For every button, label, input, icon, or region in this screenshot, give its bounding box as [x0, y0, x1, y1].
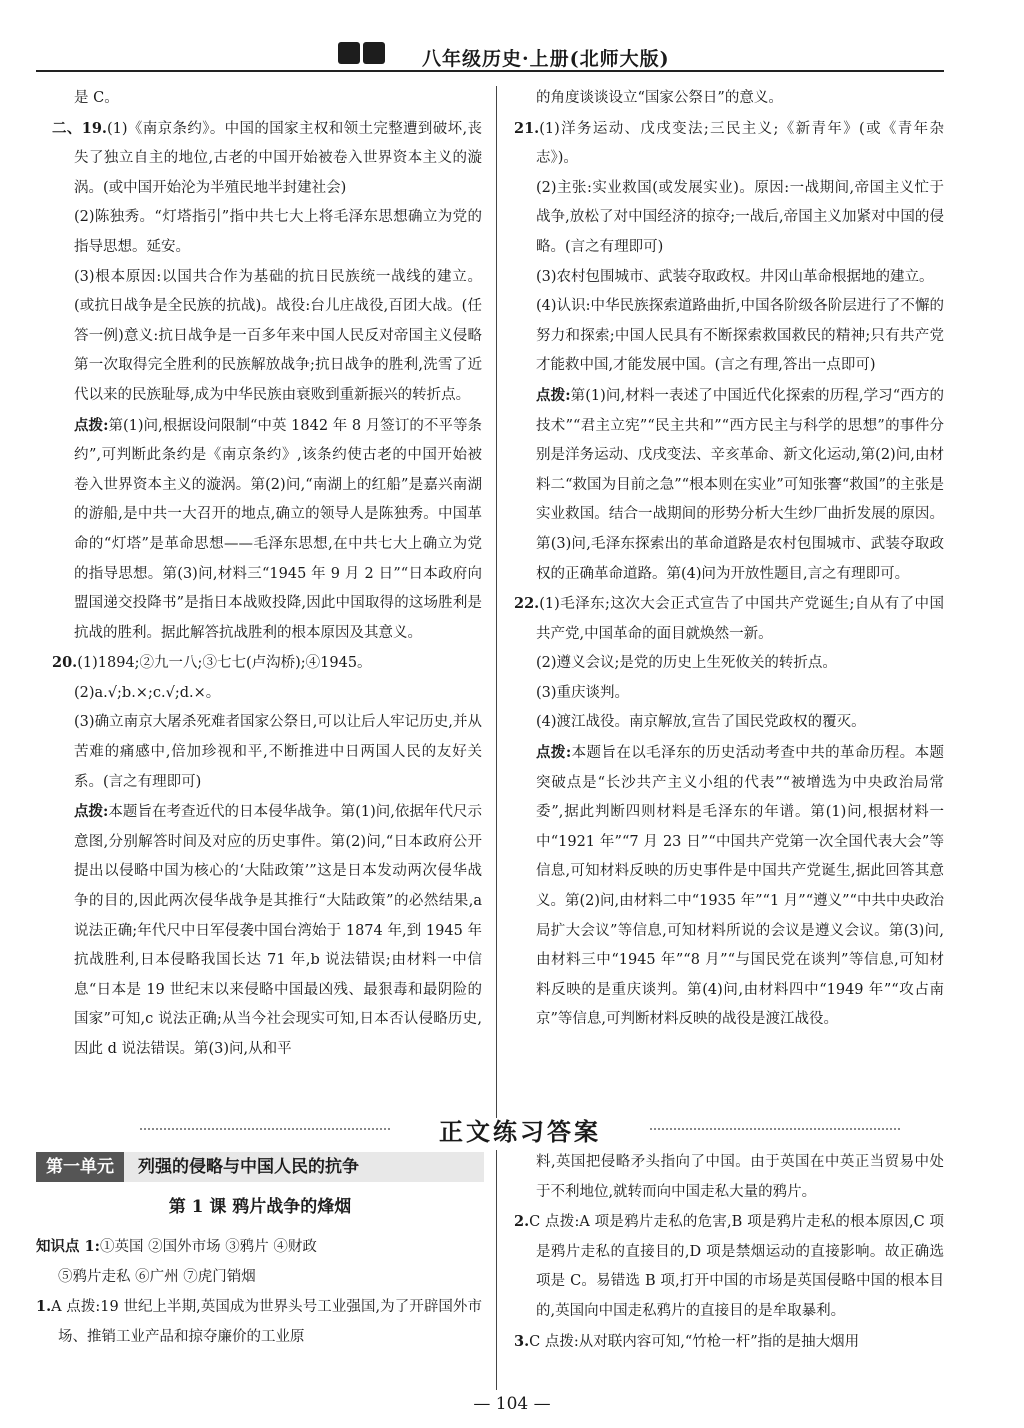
column-divider-bottom: [496, 1150, 497, 1390]
section-title: 正文练习答案: [439, 1117, 601, 1146]
answer-paragraph: [514, 381, 944, 589]
right-column: [514, 84, 944, 1035]
paragraph-text: (1)毛泽东;这次大会正式宣告了中国共产党诞生;自从有了中国共产党,中国革命的面目就焕然一新。: [536, 596, 944, 642]
answer-paragraph: [514, 1327, 944, 1358]
paragraph-text: (4)认识:中华民族探索道路曲折,中国各阶级各阶层进行了不懈的努力和探索;中国人民具有不断探索救国救民的精神;只有共产党才能救中国,才能发展中国。(言之有理,答出一点即可): [536, 298, 944, 374]
bottom-left-column: [36, 1232, 482, 1352]
answer-paragraph: [52, 648, 482, 679]
answer-paragraph: [514, 649, 944, 679]
answer-paragraph: [52, 708, 482, 797]
paragraph-text: 料,英国把侵略矛头指向了中国。由于英国在中英正当贸易中处于不利地位,就转而向中国走私大量的鸦片。: [536, 1154, 944, 1200]
header-title: 八年级历史·上册(北师大版): [422, 48, 670, 70]
question-number: 20.: [52, 654, 78, 672]
answer-paragraph: [52, 263, 482, 411]
question-number: 21.: [514, 119, 540, 137]
question-number: 3.: [514, 1332, 530, 1350]
paragraph-text: (3)根本原因:以国共合作为基础的抗日民族统一战线的建立。(或抗日战争是全民族的抗战)。战役:台儿庄战役,百团大战。(任答一例)意义:抗日战争是一百多年来中国人民反对帝国主义侵略第一次取得完全胜利的民族解放战争;抗日战争的胜利,洗雪了近代以来的民族耻辱,成为中华民族由衰败到重新振兴的转折点。: [74, 268, 482, 403]
answer-paragraph: [36, 1292, 482, 1352]
answer-paragraph: [52, 114, 482, 204]
question-number: 22.: [514, 595, 540, 613]
hint-label: 点拨:: [536, 744, 572, 762]
page-number: — 104 —: [473, 1394, 551, 1414]
section-divider-right: [650, 1128, 900, 1130]
question-number: 二、19.: [52, 119, 107, 137]
paragraph-text: (2)a.√;b.×;c.√;d.×。: [74, 684, 221, 701]
section-divider-left: [140, 1128, 390, 1130]
paragraph-text: (2)遵义会议;是党的历史上生死攸关的转折点。: [536, 655, 837, 672]
answer-paragraph: [514, 1207, 944, 1326]
answer-paragraph: [514, 708, 944, 738]
unit-title: 列强的侵略与中国人民的抗争: [138, 1157, 359, 1177]
answer-paragraph: [36, 1232, 482, 1263]
page-header: [36, 40, 944, 72]
answer-paragraph: [514, 263, 944, 293]
left-column: [52, 84, 482, 1065]
paragraph-text: (3)重庆谈判。: [536, 684, 630, 701]
unit-tag: 第一单元: [36, 1152, 124, 1182]
paragraph-text: ①英国 ②国外市场 ③鸦片 ④财政: [100, 1239, 317, 1255]
answer-paragraph: [514, 174, 944, 263]
lesson-title: 第 1 课 鸦片战争的烽烟: [168, 1197, 352, 1217]
column-divider: [496, 86, 497, 1118]
paragraph-text: (1)《南京条约》。中国的国家主权和领土完整遭到破坏,丧失了独立自主的地位,古老的中国开始被卷入世界资本主义的漩涡。(或中国开始沦为半殖民地半封建社会): [74, 120, 482, 196]
answer-paragraph: [52, 797, 482, 1064]
bottom-right-column: [514, 1148, 944, 1357]
answer-paragraph: [52, 679, 482, 709]
unit-heading: [36, 1152, 484, 1182]
paragraph-text: (3)农村包围城市、武装夺取政权。井冈山革命根据地的建立。: [536, 268, 934, 285]
paragraph-text: 的角度谈谈设立“国家公祭日”的意义。: [536, 90, 783, 106]
answer-paragraph: [514, 114, 944, 174]
paragraph-text: (2)陈独秀。“灯塔指引”指中共七大上将毛泽东思想确立为党的指导思想。延安。: [74, 209, 482, 255]
paragraph-text: (4)渡江战役。南京解放,宣告了国民党政权的覆灭。: [536, 714, 866, 731]
paragraph-text: (2)主张:实业救国(或发展实业)。原因:一战期间,帝国主义忙于战争,放松了对中国经济的掠夺;一战后,帝国主义加紧对中国的侵略。(言之有理即可): [536, 179, 944, 255]
logo-icon: [363, 42, 385, 64]
hint-label: 点拨:: [74, 416, 109, 434]
paragraph-text: (1)洋务运动、戊戌变法;三民主义;《新青年》(或《青年杂志》)。: [536, 120, 944, 167]
paragraph-text: 第(1)问,材料一表述了中国近代化探索的历程,学习“西方的技术”“君主立宪”“民主共和”“西方民主与科学的思想”的事件分别是洋务运动、戊戌变法、辛亥革命、新文化运动,第(2)问,由材料二“救国为目前之急”“根本则在实业”可知张謇“救国”的主张是实业救国。结合一战期间的形势分析大生纱厂曲折发展的原因。第(3)问,毛泽东探索出的革命道路是农村包围城市、武装夺取政权的正确革命道路。第(4)问为开放性题目,言之有理即可。: [536, 387, 944, 582]
answer-paragraph: [52, 203, 482, 262]
paragraph-text: 本题旨在考查近代的日本侵华战争。第(1)问,依据年代尺示意图,分别解答时间及对应的历史事件。第(2)问,“日本政府公开提出以侵略中国为核心的‘大陆政策’”这是日本发动两次侵华战争的目的,因此两次侵华战争是其推行“大陆政策”的必然结果,a 说法正确;年代尺中日军侵袭中国台湾始于 1874 年,到 1945 年抗战胜利,日本侵略我国长达 71 年,b 说法错误;由材料一中信息“日本是 19 世纪末以来侵略中国最凶残、最狠毒和最阴险的国家”可知,c 说法正确;从当今社会现实可知,日本否认侵略历史,因此 d 说法错误。第(3)问,从和平: [74, 804, 482, 1057]
answer-paragraph: [514, 679, 944, 709]
paragraph-text: (3)确立南京大屠杀死难者国家公祭日,可以让后人牢记历史,并从苦难的痛感中,倍加珍视和平,不断推进中日两国人民的友好关系。(言之有理即可): [74, 714, 482, 790]
paragraph-text: (1)1894;②九一八;③七七(卢沟桥);④1945。: [77, 655, 372, 672]
question-number: 2.: [514, 1213, 530, 1231]
paragraph-text: C 点拨:从对联内容可知,“竹枪一杆”指的是抽大烟用: [529, 1333, 860, 1350]
hint-label: 点拨:: [74, 803, 109, 821]
answer-paragraph: [514, 84, 944, 114]
brand-logo: [338, 42, 412, 66]
hint-label: 知识点 1:: [36, 1238, 100, 1255]
answer-paragraph: [52, 411, 482, 649]
paragraph-text: A 点拨:19 世纪上半期,英国成为世界头号工业强国,为了开辟国外市场、推销工业产品和掠夺廉价的工业原: [51, 1299, 482, 1345]
question-number: 1.: [36, 1298, 52, 1316]
paragraph-text: 第(1)问,根据设问限制“中英 1842 年 8 月签订的不平等条约”,可判断此条约是《南京条约》,该条约使古老的中国开始被卷入世界资本主义的漩涡。第(2)问,“南湖上的红船”是嘉兴南湖的游船,是中共一大召开的地点,确立的领导人是陈独秀。中国革命的“灯塔”是革命思想——毛泽东思想,在中共七大上确立为党的指导思想。第(3)问,材料三“1945 年 9 月 2 日”“日本政府向盟国递交投降书”是指日本战败投降,因此中国取得的这场胜利是抗战的胜利。据此解答抗战胜利的根本原因及其意义。: [74, 417, 483, 641]
answer-paragraph: [514, 738, 944, 1035]
answer-paragraph: [514, 1148, 944, 1207]
answer-paragraph: [52, 84, 482, 114]
paragraph-text: 是 C。: [74, 90, 119, 106]
hint-label: 点拨:: [536, 386, 571, 404]
paragraph-text: ⑤鸦片走私 ⑥广州 ⑦虎门销烟: [58, 1268, 256, 1285]
answer-paragraph: [514, 589, 944, 649]
paragraph-text: C 点拨:A 项是鸦片走私的危害,B 项是鸦片走私的根本原因,C 项是鸦片走私的直接目的,D 项是禁烟运动的直接影响。故正确选项是 C。易错选 B 项,打开中国的市场是英国侵略中国的根本目的,英国向中国走私鸦片的直接目的是牟取暴利。: [529, 1214, 944, 1319]
logo-icon: [338, 42, 360, 64]
section-bar: [140, 1112, 900, 1146]
paragraph-text: 本题旨在以毛泽东的历史活动考查中共的革命历程。本题突破点是“长沙共产主义小组的代表”“被增选为中央政治局常委”,据此判断四则材料是毛泽东的年谱。第(1)问,根据材料一中“1921 年”“7 月 23 日”“中国共产党第一次全国代表大会”等信息,可知材料反映的历史事件是中国共产党诞生,据此回答其意义。第(2)问,由材料二中“1935 年”“1 月”“遵义”“中共中央政治局扩大会议”等信息,可知材料所说的会议是遵义会议。第(3)问,由材料三中“1945 年”“8 月”“与国民党在谈判”等信息,可知材料反映的是重庆谈判。第(4)问,由材料四中“1949 年”“攻占南京”等信息,可判断材料反映的战役是渡江战役。: [536, 745, 945, 1028]
answer-paragraph: [36, 1263, 482, 1293]
answer-paragraph: [514, 292, 944, 381]
